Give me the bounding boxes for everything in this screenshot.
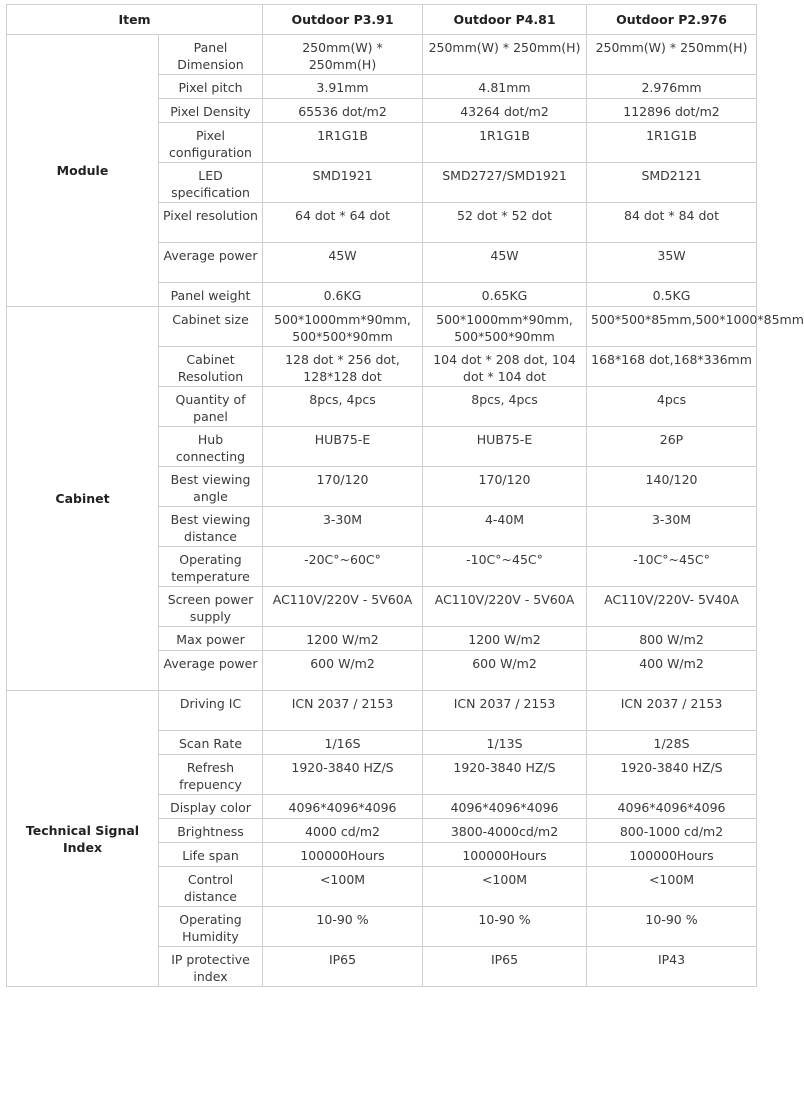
- spec-value: 170/120: [263, 467, 423, 507]
- spec-value: 112896 dot/m2: [587, 99, 757, 123]
- row-label: Cabinet Resolution: [159, 347, 263, 387]
- spec-value: 52 dot * 52 dot: [423, 203, 587, 243]
- spec-value: 4-40M: [423, 507, 587, 547]
- spec-value: 1200 W/m2: [423, 627, 587, 651]
- spec-value: 26P: [587, 427, 757, 467]
- spec-value: 1920-3840 HZ/S: [423, 755, 587, 795]
- spec-value: 600 W/m2: [423, 651, 587, 691]
- spec-value: 500*1000mm*90mm, 500*500*90mm: [263, 307, 423, 347]
- row-label: Refresh frepuency: [159, 755, 263, 795]
- spec-value: 128 dot * 256 dot, 128*128 dot: [263, 347, 423, 387]
- spec-value: 0.6KG: [263, 283, 423, 307]
- spec-value: 800-1000 cd/m2: [587, 819, 757, 843]
- row-label: Pixel resolution: [159, 203, 263, 243]
- spec-value: 170/120: [423, 467, 587, 507]
- spec-value: -20C°~60C°: [263, 547, 423, 587]
- spec-value: 1920-3840 HZ/S: [263, 755, 423, 795]
- spec-value: 1R1G1B: [587, 123, 757, 163]
- header-model: Outdoor P4.81: [423, 5, 587, 35]
- row-label: Brightness: [159, 819, 263, 843]
- spec-value: 1R1G1B: [263, 123, 423, 163]
- spec-value: 64 dot * 64 dot: [263, 203, 423, 243]
- row-label: Pixel pitch: [159, 75, 263, 99]
- header-row: [7, 5, 757, 35]
- spec-value: 10-90 %: [423, 907, 587, 947]
- row-label: Driving IC: [159, 691, 263, 731]
- spec-value: 600 W/m2: [263, 651, 423, 691]
- spec-value: 4096*4096*4096: [263, 795, 423, 819]
- row-label: Panel weight: [159, 283, 263, 307]
- spec-value: 100000Hours: [263, 843, 423, 867]
- spec-value: -10C°~45C°: [423, 547, 587, 587]
- spec-value: 250mm(W) * 250mm(H): [587, 35, 757, 75]
- spec-value: IP65: [423, 947, 587, 987]
- header-model: Outdoor P3.91: [263, 5, 423, 35]
- row-label: Screen power supply: [159, 587, 263, 627]
- spec-body: [7, 35, 804, 987]
- spec-value: AC110V/220V - 5V60A: [263, 587, 423, 627]
- row-label: Life span: [159, 843, 263, 867]
- table-row: [7, 35, 757, 75]
- row-label: LED specification: [159, 163, 263, 203]
- row-label: Pixel Density: [159, 99, 263, 123]
- spec-value: 43264 dot/m2: [423, 99, 587, 123]
- row-label: Max power: [159, 627, 263, 651]
- spec-value: 400 W/m2: [587, 651, 757, 691]
- row-label: Display color: [159, 795, 263, 819]
- spec-value: 8pcs, 4pcs: [423, 387, 587, 427]
- row-label: Best viewing distance: [159, 507, 263, 547]
- spec-value: 84 dot * 84 dot: [587, 203, 757, 243]
- spec-value: <100M: [423, 867, 587, 907]
- row-label: Control distance: [159, 867, 263, 907]
- spec-value: 250mm(W) * 250mm(H): [423, 35, 587, 75]
- spec-value: IP65: [263, 947, 423, 987]
- spec-value: AC110V/220V - 5V60A: [423, 587, 587, 627]
- spec-value: <100M: [263, 867, 423, 907]
- spec-value: HUB75-E: [423, 427, 587, 467]
- spec-value: 65536 dot/m2: [263, 99, 423, 123]
- spec-value: 3800-4000cd/m2: [423, 819, 587, 843]
- row-label: Average power: [159, 651, 263, 691]
- spec-value: 1/28S: [587, 731, 757, 755]
- header-model: Outdoor P2.976: [587, 5, 757, 35]
- row-label: IP protective index: [159, 947, 263, 987]
- spec-value: 45W: [263, 243, 423, 283]
- spec-value: 4.81mm: [423, 75, 587, 99]
- spec-value: 4000 cd/m2: [263, 819, 423, 843]
- spec-value: -10C°~45C°: [587, 547, 757, 587]
- row-label: Operating temperature: [159, 547, 263, 587]
- spec-value: 8pcs, 4pcs: [263, 387, 423, 427]
- group-label: Cabinet: [7, 307, 159, 691]
- spec-value: 100000Hours: [587, 843, 757, 867]
- row-label: Operating Humidity: [159, 907, 263, 947]
- spec-value: 1R1G1B: [423, 123, 587, 163]
- spec-value: 250mm(W) * 250mm(H): [263, 35, 423, 75]
- spec-value: 45W: [423, 243, 587, 283]
- spec-value: 0.65KG: [423, 283, 587, 307]
- spec-value: IP43: [587, 947, 757, 987]
- spec-value: ICN 2037 / 2153: [423, 691, 587, 731]
- spec-value: 800 W/m2: [587, 627, 757, 651]
- spec-value: 1/13S: [423, 731, 587, 755]
- row-label: Cabinet size: [159, 307, 263, 347]
- spec-value: 4pcs: [587, 387, 757, 427]
- spec-value: 100000Hours: [423, 843, 587, 867]
- row-label: Quantity of panel: [159, 387, 263, 427]
- group-label: Module: [7, 35, 159, 307]
- spec-value: 1920-3840 HZ/S: [587, 755, 757, 795]
- spec-value: 4096*4096*4096: [587, 795, 757, 819]
- row-label: Pixel configuration: [159, 123, 263, 163]
- spec-value: ICN 2037 / 2153: [587, 691, 757, 731]
- spec-value: SMD2727/SMD1921: [423, 163, 587, 203]
- spec-value: 35W: [587, 243, 757, 283]
- spec-value: SMD2121: [587, 163, 757, 203]
- spec-value: 500*500*85mm,500*1000*85mm: [587, 307, 757, 347]
- header-item: Item: [7, 5, 263, 35]
- spec-value: AC110V/220V- 5V40A: [587, 587, 757, 627]
- table-row: [7, 307, 757, 347]
- spec-value: 1200 W/m2: [263, 627, 423, 651]
- spec-value: <100M: [587, 867, 757, 907]
- spec-table: [6, 4, 804, 987]
- spec-value: HUB75-E: [263, 427, 423, 467]
- spec-value: 10-90 %: [263, 907, 423, 947]
- row-label: Best viewing angle: [159, 467, 263, 507]
- spec-value: 168*168 dot,168*336mm: [587, 347, 757, 387]
- row-label: Average power: [159, 243, 263, 283]
- spec-value: ICN 2037 / 2153: [263, 691, 423, 731]
- row-label: Hub connecting: [159, 427, 263, 467]
- row-label: Scan Rate: [159, 731, 263, 755]
- spec-value: 3-30M: [263, 507, 423, 547]
- spec-value: 10-90 %: [587, 907, 757, 947]
- spec-value: 3.91mm: [263, 75, 423, 99]
- spec-value: 3-30M: [587, 507, 757, 547]
- table-row: [7, 691, 757, 731]
- spec-value: 4096*4096*4096: [423, 795, 587, 819]
- row-label: Panel Dimension: [159, 35, 263, 75]
- spec-value: 104 dot * 208 dot, 104 dot * 104 dot: [423, 347, 587, 387]
- spec-value: SMD1921: [263, 163, 423, 203]
- spec-value: 1/16S: [263, 731, 423, 755]
- spec-value: 500*1000mm*90mm, 500*500*90mm: [423, 307, 587, 347]
- spec-value: 0.5KG: [587, 283, 757, 307]
- spec-value: 2.976mm: [587, 75, 757, 99]
- spec-value: 140/120: [587, 467, 757, 507]
- group-label: Technical Signal Index: [7, 691, 159, 987]
